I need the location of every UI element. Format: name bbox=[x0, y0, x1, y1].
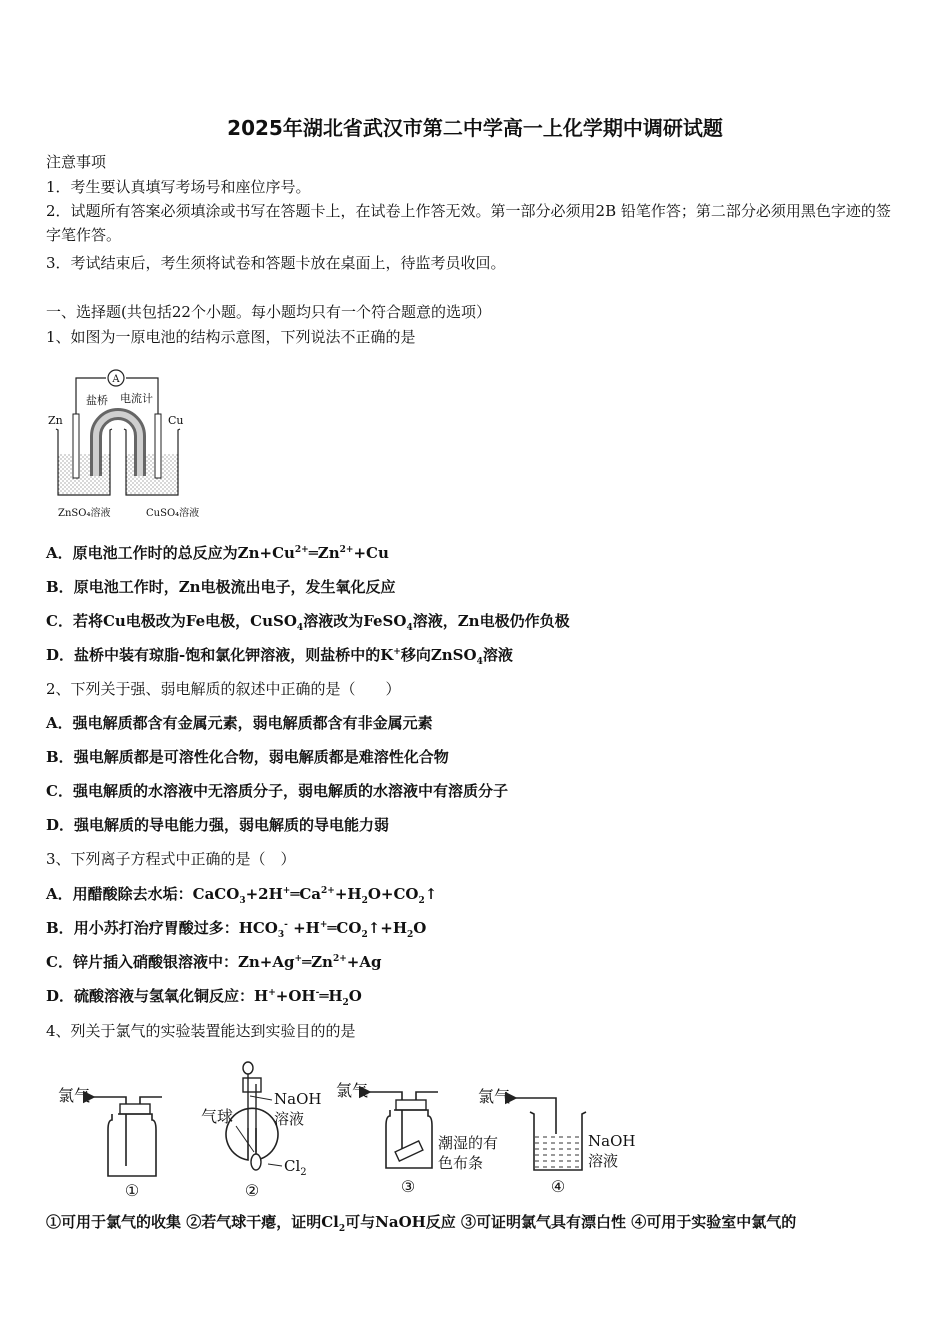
naoh-leader bbox=[250, 1096, 272, 1100]
apparatus-number-2: ② bbox=[244, 1181, 260, 1200]
note-item: 3．考试结束后，考生须将试卷和答题卡放在桌面上，待监考员收回。 bbox=[46, 254, 506, 272]
flask-2 bbox=[226, 1108, 278, 1160]
right-solution bbox=[126, 454, 178, 494]
q2-option-d: D．强电解质的导电能力强，弱电解质的导电能力弱 bbox=[46, 816, 390, 834]
ammeter-label: A bbox=[112, 374, 120, 385]
naoh-label-4b: 溶液 bbox=[588, 1152, 619, 1170]
chlorine-apparatus-figure bbox=[46, 1056, 646, 1201]
note-item: 2．试题所有答案必须填涂或书写在答题卡上，在试卷上作答无效。第一部分必须用2B 铅笔作答；第二部分必须用黑色字迹的签字笔作答。 bbox=[46, 202, 891, 244]
stopper-2 bbox=[243, 1078, 261, 1092]
question-4-stem: 4、列关于氯气的实验装置能达到实验目的的是 bbox=[46, 1022, 356, 1040]
naoh-label-2a: NaOH bbox=[274, 1090, 322, 1108]
right-solution-label: CuSO₄溶液 bbox=[146, 508, 200, 519]
chlorine-label-3: 氯气 bbox=[336, 1081, 369, 1100]
stopper-3 bbox=[396, 1100, 426, 1110]
q3-option-b: B．用小苏打治疗胃酸过多：$HCO_3^-$ $+H^+═CO_2↑+H_2O$ bbox=[46, 919, 427, 940]
balloon-leader bbox=[236, 1126, 254, 1152]
q2-option-b: B．强电解质都是可溶性化合物，弱电解质都是难溶性化合物 bbox=[46, 748, 449, 766]
q4-statements: ①可用于氯气的收集 ②若气球干瘪，证明$Cl_2$可与NaOH反应 ③可证明氯气具有漂白性 ④可用于实验室中氯气的 bbox=[46, 1213, 797, 1234]
left-solution-label: ZnSO₄溶液 bbox=[58, 508, 111, 519]
cloth-label-b: 色布条 bbox=[438, 1154, 484, 1172]
zn-label: Zn bbox=[48, 414, 63, 427]
question-2-stem: 2、下列关于强、弱电解质的叙述中正确的是（ ） bbox=[46, 680, 401, 698]
galvanic-cell-figure bbox=[46, 364, 216, 524]
cu-electrode bbox=[155, 414, 161, 478]
gas-bottle-3 bbox=[386, 1110, 432, 1168]
cloth-label-a: 潮湿的有 bbox=[438, 1134, 499, 1152]
question-1-stem: 1、如图为一原电池的结构示意图，下列说法不正确的是 bbox=[46, 328, 416, 346]
naoh-label-2b: 溶液 bbox=[274, 1110, 305, 1128]
apparatus-number-1: ① bbox=[124, 1181, 140, 1200]
chlorine-label-1: 氯气 bbox=[58, 1086, 91, 1105]
q1-option-d: D．盐桥中装有琼脂-饱和氯化钾溶液，则盐桥中的K+移向ZnSO$_4$溶液 bbox=[46, 646, 513, 667]
q1-option-a: A．原电池工作时的总反应为$Zn+Cu^{2+}═Zn^{2+}+Cu$ bbox=[46, 544, 389, 562]
q3-option-a: A．用醋酸除去水垢：$CaCO_3+2H^+═Ca^{2+}+H_2O+CO_2↑$ bbox=[46, 885, 438, 906]
q3-option-d: D．硫酸溶液与氢氧化铜反应：$H^++OH^-═H_2O$ bbox=[46, 987, 362, 1008]
q1-option-b: B．原电池工作时，Zn电极流出电子，发生氧化反应 bbox=[46, 578, 396, 596]
naoh-solution-4 bbox=[534, 1134, 582, 1170]
note-item: 1．考生要认真填写考场号和座位序号。 bbox=[46, 178, 311, 196]
balloon-label: 气球 bbox=[201, 1107, 234, 1126]
section-heading: 一、选择题(共包括22个小题。每小题均只有一个符合题意的选项） bbox=[46, 303, 491, 321]
salt-bridge-label: 盐桥 bbox=[86, 394, 108, 407]
balloon-icon bbox=[251, 1154, 261, 1170]
stopper-1 bbox=[120, 1104, 150, 1114]
cl2-leader bbox=[268, 1164, 282, 1166]
zn-electrode bbox=[73, 414, 79, 478]
cu-label: Cu bbox=[168, 414, 184, 427]
left-solution bbox=[58, 454, 110, 494]
cloth-strip bbox=[395, 1141, 423, 1161]
page-title: 2025年湖北省武汉市第二中学高一上化学期中调研试题 bbox=[227, 116, 723, 140]
notes-heading: 注意事项 bbox=[46, 153, 107, 171]
naoh-label-4a: NaOH bbox=[588, 1132, 636, 1150]
cl2-label: $Cl_2$ bbox=[284, 1157, 307, 1178]
q2-option-a: A．强电解质都含有金属元素，弱电解质都含有非金属元素 bbox=[46, 714, 433, 732]
gas-bottle-1 bbox=[108, 1114, 156, 1176]
q3-option-c: C．锌片插入硝酸银溶液中：$Zn+Ag^+═Zn^{2+}+Ag$ bbox=[46, 953, 382, 971]
dropper-bulb-2 bbox=[243, 1062, 253, 1074]
q2-option-c: C．强电解质的水溶液中无溶质分子，弱电解质的水溶液中有溶质分子 bbox=[46, 782, 508, 800]
galvanometer-label: 电流计 bbox=[120, 392, 153, 405]
q1-option-c: C．若将Cu电极改为Fe电极，CuSO$_4$溶液改为FeSO$_4$溶液，Zn电极仍作负极 bbox=[46, 612, 570, 633]
apparatus-number-4: ④ bbox=[550, 1177, 566, 1196]
question-3-stem: 3、下列离子方程式中正确的是（ ） bbox=[46, 850, 296, 868]
chlorine-label-4: 氯气 bbox=[478, 1087, 511, 1106]
apparatus-number-3: ③ bbox=[400, 1177, 416, 1196]
